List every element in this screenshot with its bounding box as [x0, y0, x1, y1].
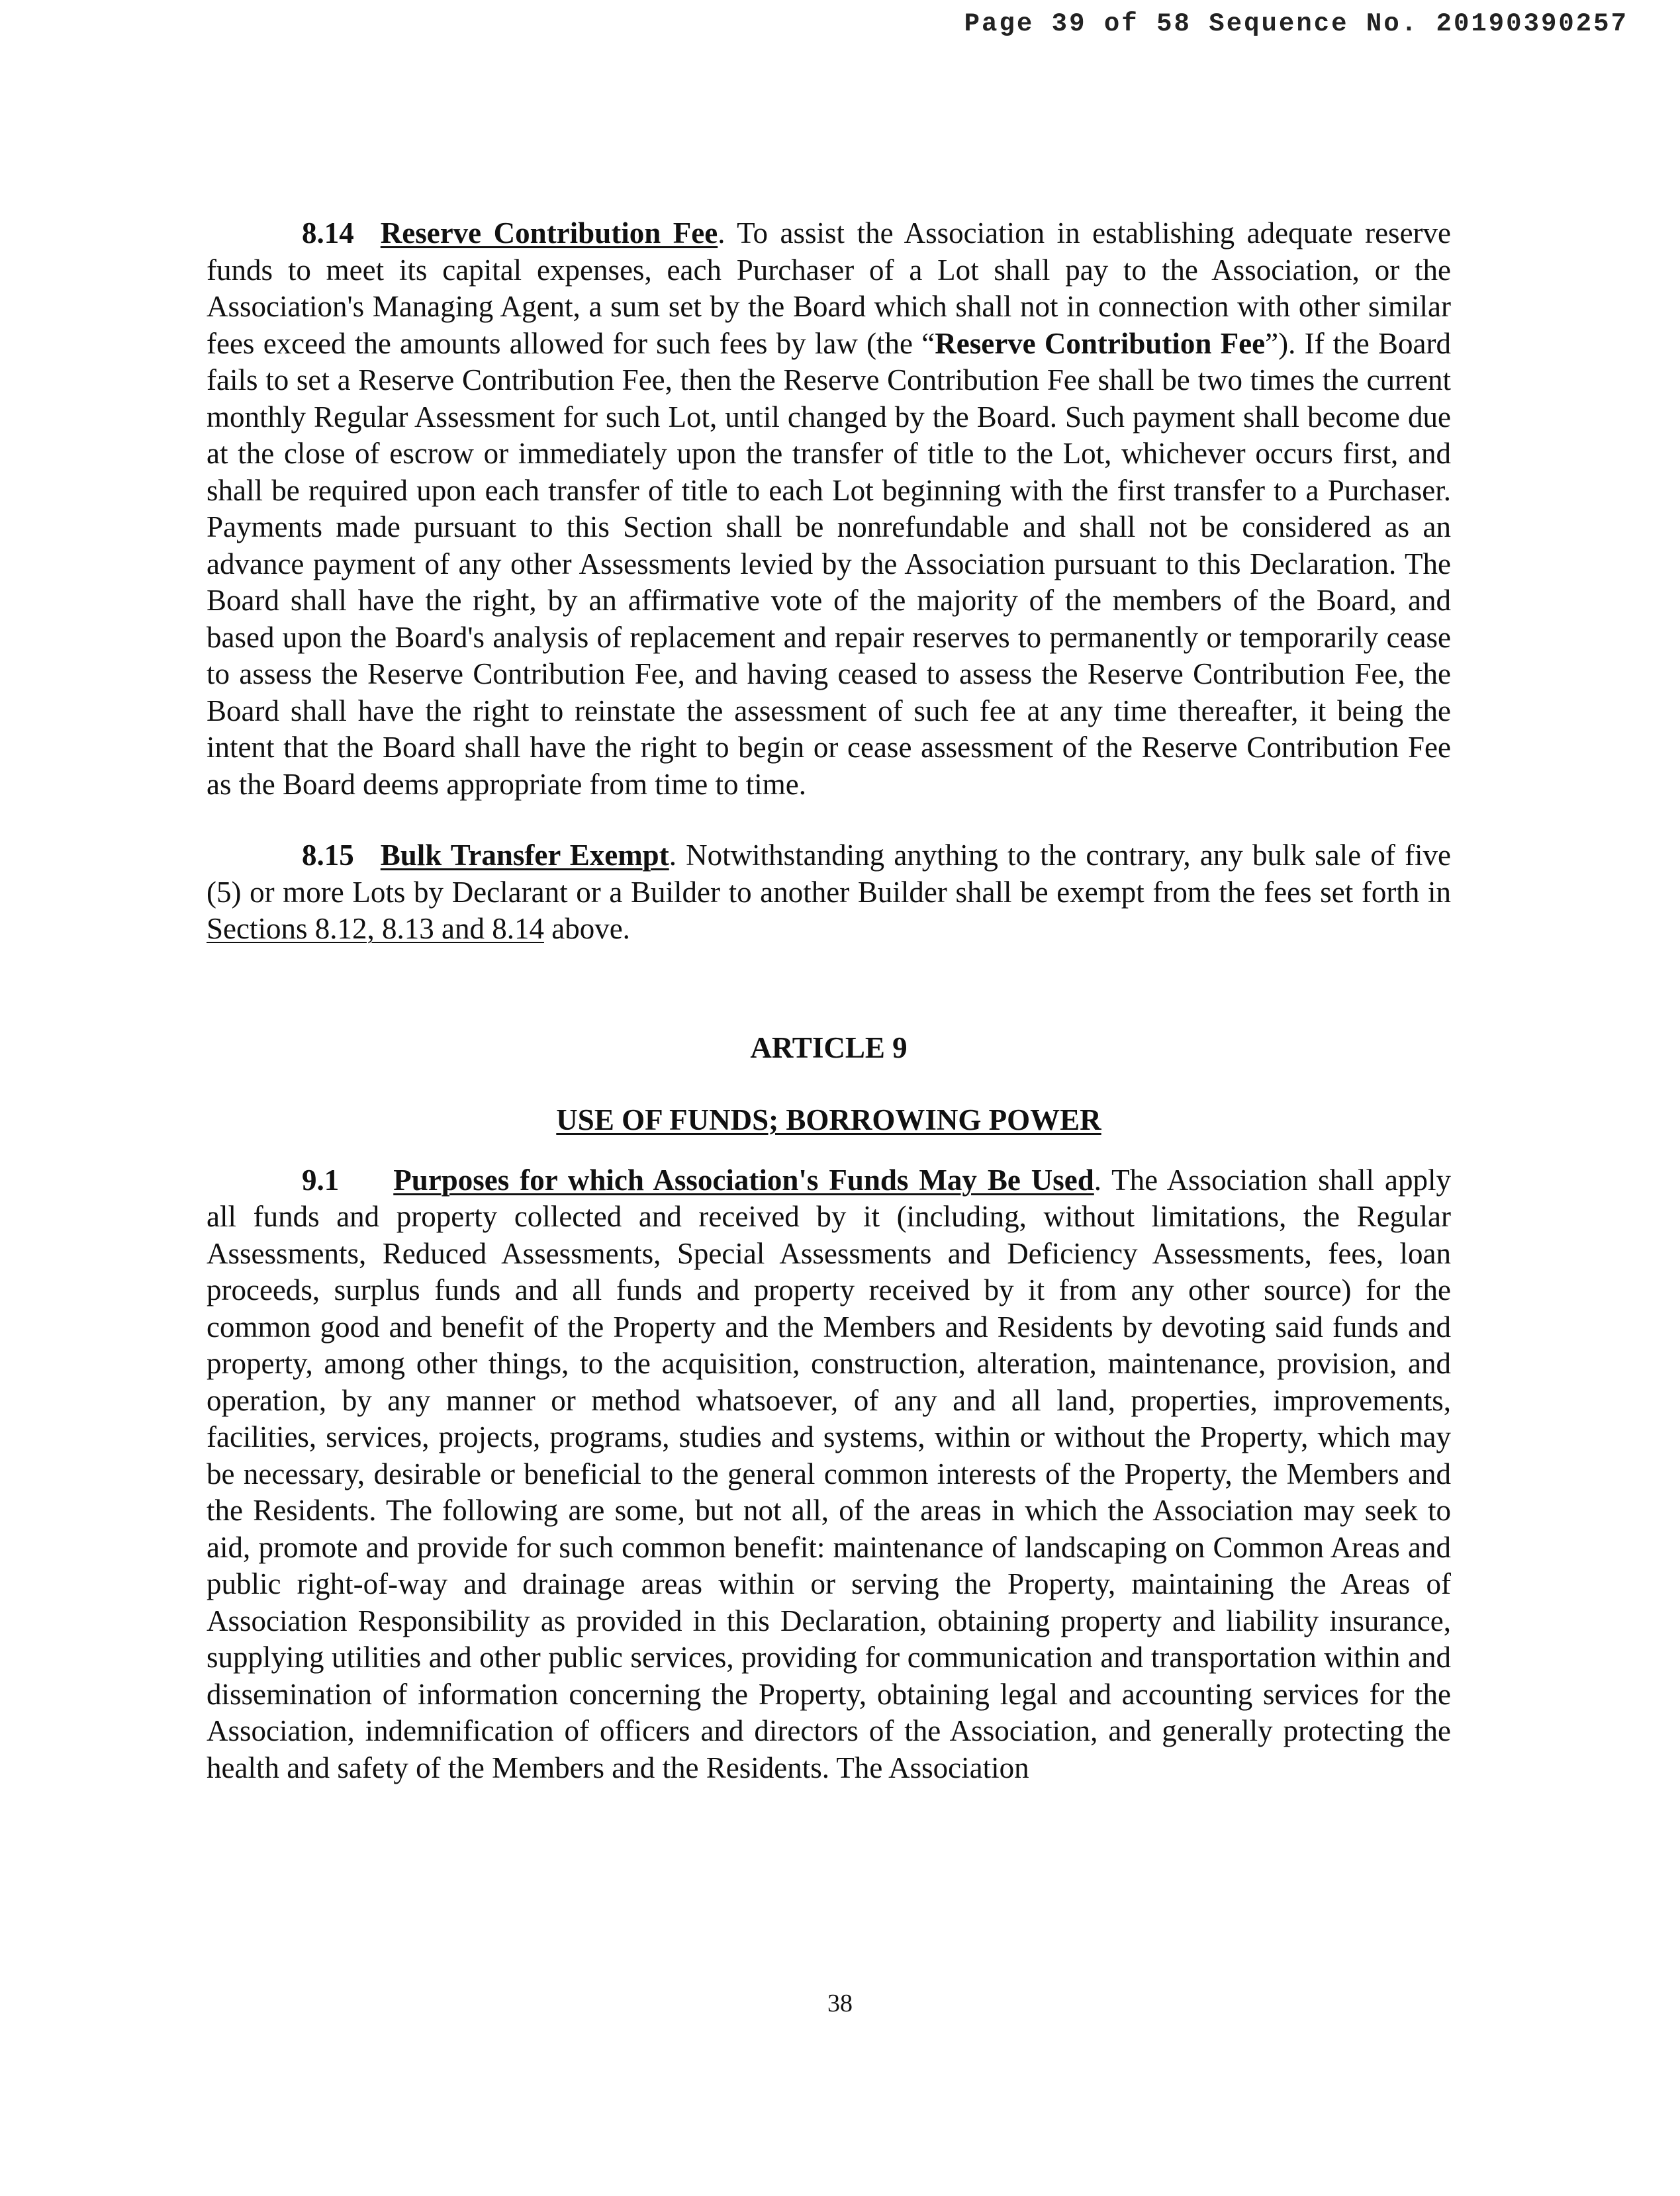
section-number: 9.1 [302, 1163, 340, 1197]
section-number: 8.14 [302, 216, 354, 250]
section-reference: Sections 8.12, 8.13 and 8.14 [207, 912, 544, 945]
section-title: Reserve Contribution Fee [380, 216, 718, 250]
section-text: ”). If the Board fails to set a Reserve Contribution Fee, then the Reserve Contribution Fee shall be two times the current monthly Regular Assessment for such Lot, until changed by the Board. Such payment shall become due at the close of escrow or immediately upon the transfer of title to the Lot, whichever occurs first, and shall be required upon each transfer of title to each Lot beginning with the first transfer to a Purchaser. Payments made pursuant to this Section shall be nonrefundable and shall not be considered as an advance payment of any other Assessments levied by the Association pursuant to this Declaration. The Board shall have the right, by an affirmative vote of the majority of the members of the Board, and based upon the Board's analysis of replacement and repair reserves to permanently or temporarily cease to assess the Reserve Contribution Fee, and having ceased to assess the Reserve Contribution Fee, the Board shall have the right to reinstate the assessment of such fee at any time thereafter, it being the intent that the Board shall have the right to begin or cease assessment of the Reserve Contribution Fee as the Board deems appropriate from time to time. [207, 326, 1452, 801]
section-text: . The Association shall apply all funds and property collected and received by it (including, without limitations, the Regular Assessments, Reduced Assessments, Special Assessments and Deficiency Assessments, fees, loan proceeds, surplus funds and all funds and property received by it from any other source) for the common good and benefit of the Property and the Members and Residents by devoting said funds and property, among other things, to the acquisition, construction, alteration, maintenance, provision, and operation, by any manner or method whatsoever, of any and all land, properties, improvements, facilities, services, projects, programs, studies and systems, within or without the Property, which may be necessary, desirable or beneficial to the general common interests of the Property, the Members and the Residents. The following are some, but not all, of the areas in which the Association may seek to aid, promote and provide for such common benefit: maintenance of landscaping on Common Areas and public right-of-way and drainage areas within or serving the Property, maintaining the Areas of Association Responsibility as provided in this Declaration, obtaining property and liability insurance, supplying utilities and other public services, providing for communication and transportation within and dissemination of information concerning the Property, obtaining legal and accounting services for the Association, indemnification of officers and directors of the Association, and generally protecting the health and safety of the Members and the Residents. The Association [207, 1163, 1451, 1784]
section-8-14-paragraph [207, 215, 1451, 803]
section-9-1-paragraph [207, 1162, 1451, 1787]
section-text: above. [543, 912, 630, 945]
section-number: 8.15 [302, 839, 354, 872]
article-title: USE OF FUNDS; BORROWING POWER [556, 1103, 1101, 1136]
article-heading: ARTICLE 9 [750, 1030, 908, 1064]
page-body [207, 215, 1451, 1786]
page-number: 38 [827, 1990, 853, 2017]
section-text: . To assist the Association in establishing adequate reserve funds to meet its capital expenses, each Purchaser of a Lot shall pay to the Association, or the Association's Managing Agent, a sum set by the Board which shall not in connection with other similar fees exceed the amounts allowed for such fees by law (the “ [207, 216, 1451, 360]
document-header: Page 39 of 58 Sequence No. 20190390257 [964, 9, 1628, 38]
section-text: . Notwithstanding anything to the contrary, any bulk sale of five (5) or more Lots by Declarant or a Builder to another Builder shall be exempt from the fees set forth in [207, 839, 1451, 909]
section-title: Bulk Transfer Exempt [380, 839, 669, 872]
section-8-15-paragraph [207, 837, 1451, 948]
defined-term: Reserve Contribution Fee [935, 326, 1266, 360]
section-title: Purposes for which Association's Funds May Be Used [393, 1163, 1094, 1197]
